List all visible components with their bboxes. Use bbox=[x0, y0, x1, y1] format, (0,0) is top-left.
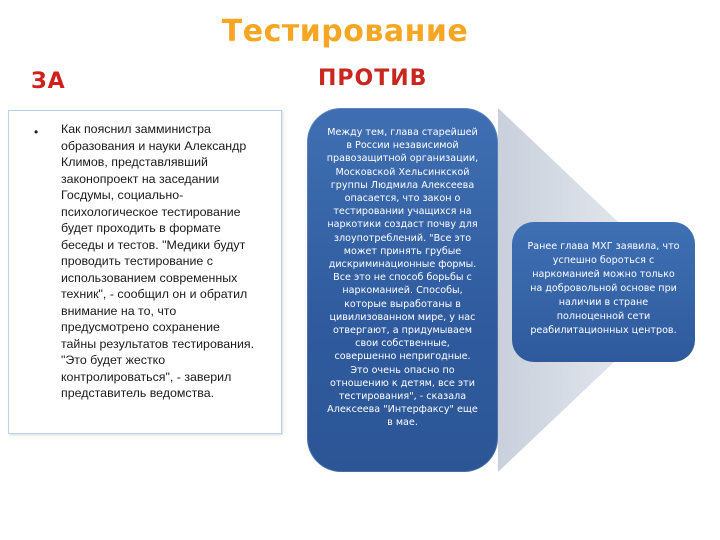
za-heading: ЗА bbox=[31, 69, 66, 94]
za-text: Как пояснил замминистра образования и науки Александр Климов, представлявший законопроект на заседании Госдумы, социально- психологическое тестирование будет проходить в формате беседы и тестов. "Медики будут проводить тестирование с использованием современных техник", - сообщил он и обратил внимание на то, что предусмотрено сохранение тайны результатов тестирования. "Это будет жестко контролироваться", - заверил представитель ведомства. bbox=[61, 122, 255, 400]
mhg-text: Ранее глава МХГ заявила, что успешно бороться с наркоманией можно только на добровольной основе при наличии в стране полноценной сети реабилитационных центров. bbox=[527, 241, 680, 336]
slide-title: Тестирование bbox=[221, 14, 469, 49]
protiv-text: Между тем, глава старейшей в России независимой правозащитной организации, Московской Хельсинкской группы Людмила Алексеева опасается, что закон о тестировании учащихся на наркотики создаст почву для злоупотреблений. "Все это может принять грубые дискриминационные формы. Все это не способ борьбы с наркоманией. Способы, которые выработаны в цивилизованном мире, у нас отвергают, а придумываем свои собственные, совершенно непригодные. Это очень опасно по отношению к детям, все эти тестирования", - сказала Алексеева "Интерфаксу" еще в мае. bbox=[326, 127, 479, 429]
mhg-text-box bbox=[512, 222, 695, 362]
protiv-text-box bbox=[307, 108, 498, 472]
protiv-heading: ПРОТИВ bbox=[318, 66, 428, 91]
bullet-icon: • bbox=[34, 125, 39, 139]
